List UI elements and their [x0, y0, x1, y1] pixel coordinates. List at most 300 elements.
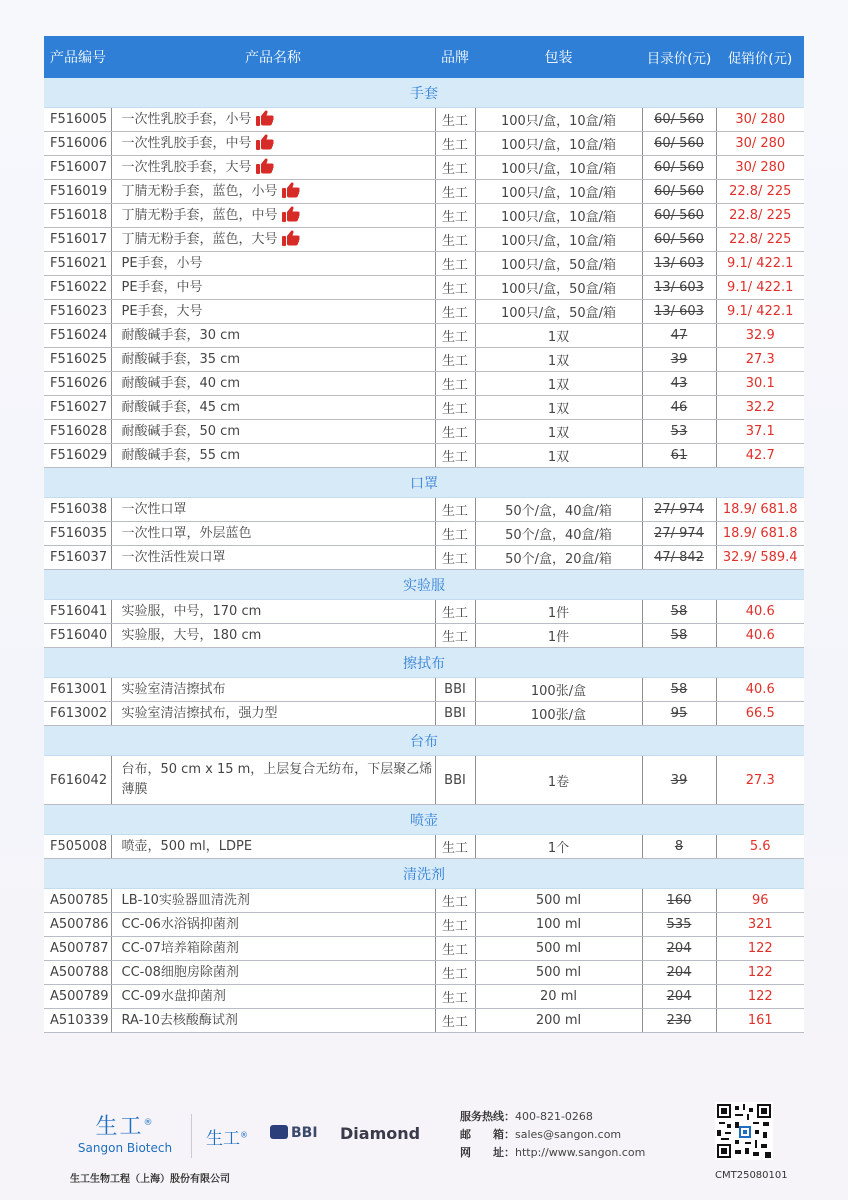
- product-brand: 生工: [441, 426, 468, 441]
- header-brand: 品牌: [435, 36, 475, 78]
- product-name-cell: [111, 396, 435, 420]
- list-price: 47/ 842: [654, 550, 704, 565]
- product-brand-cell: [435, 985, 475, 1009]
- product-code-cell: [44, 252, 111, 276]
- product-brand-cell: [435, 348, 475, 372]
- table-row[interactable]: [44, 961, 804, 985]
- registered-mark-icon: ®: [240, 1130, 248, 1140]
- table-row[interactable]: [44, 985, 804, 1009]
- promo-price-cell: [716, 372, 804, 396]
- thumbs-up-icon: [282, 230, 300, 246]
- product-brand: 生工: [441, 841, 468, 856]
- promo-price: 66.5: [745, 706, 775, 721]
- product-code-cell: [44, 396, 111, 420]
- product-name: CC-06水浴锅抑菌剂: [121, 916, 239, 932]
- list-price: 204: [666, 941, 692, 956]
- table-row[interactable]: [44, 324, 804, 348]
- product-code: F516025: [50, 352, 108, 367]
- web-label: 网 址：: [460, 1146, 515, 1159]
- list-price-cell: [642, 348, 716, 372]
- product-name-cell: [111, 913, 435, 937]
- header-pack: 包装: [475, 36, 642, 78]
- product-pack-cell: [475, 835, 642, 859]
- product-code: F516017: [50, 232, 108, 247]
- list-price-cell: [642, 180, 716, 204]
- product-name: PE手套，大号: [121, 303, 203, 319]
- product-name-cell: [111, 889, 435, 913]
- product-pack: 1件: [547, 606, 570, 621]
- promo-price: 42.7: [745, 448, 775, 463]
- product-pack-cell: [475, 180, 642, 204]
- product-pack-cell: [475, 132, 642, 156]
- promo-price-cell: [716, 889, 804, 913]
- list-price: 27/ 974: [654, 502, 704, 517]
- product-name: LB-10实验器皿清洗剂: [121, 892, 250, 908]
- table-row[interactable]: [44, 889, 804, 913]
- category-row: [44, 78, 804, 108]
- promo-price-cell: [716, 913, 804, 937]
- product-code-cell: [44, 372, 111, 396]
- product-pack: 100只/盒，10盒/箱: [500, 234, 617, 249]
- product-brand-cell: [435, 132, 475, 156]
- product-pack-cell: [475, 985, 642, 1009]
- table-row[interactable]: [44, 498, 804, 522]
- product-pack-cell: [475, 372, 642, 396]
- product-code-cell: [44, 702, 111, 726]
- product-brand: 生工: [441, 186, 468, 201]
- product-name: 一次性乳胶手套，大号: [121, 159, 252, 175]
- product-pack-cell: [475, 756, 642, 805]
- promo-price: 40.6: [745, 682, 775, 697]
- product-brand: 生工: [441, 450, 468, 465]
- promo-price: 30/ 280: [735, 160, 786, 175]
- product-code-cell: [44, 624, 111, 648]
- list-price: 60/ 560: [654, 208, 704, 223]
- promo-price: 37.1: [745, 424, 775, 439]
- promo-price: 122: [747, 989, 773, 1004]
- product-name: 耐酸碱手套，30 cm: [121, 327, 240, 343]
- list-price: 204: [666, 965, 692, 980]
- product-pack-cell: [475, 228, 642, 252]
- list-price: 46: [670, 400, 688, 415]
- promo-price-cell: [716, 835, 804, 859]
- product-code-cell: [44, 420, 111, 444]
- list-price-cell: [642, 678, 716, 702]
- product-pack: 1双: [547, 426, 570, 441]
- footer: [70, 1098, 810, 1164]
- product-brand-cell: [435, 396, 475, 420]
- product-code-cell: [44, 600, 111, 624]
- table-row[interactable]: [44, 300, 804, 324]
- table-header-row: [44, 36, 804, 78]
- product-code: A500788: [50, 965, 109, 980]
- product-brand: 生工: [441, 330, 468, 345]
- table-body: [44, 78, 804, 1033]
- promo-price: 18.9/ 681.8: [722, 502, 798, 517]
- product-pack: 20 ml: [540, 989, 577, 1004]
- product-code: F516019: [50, 184, 108, 199]
- brand-sangon: [206, 1124, 248, 1149]
- product-brand-cell: [435, 835, 475, 859]
- product-code-cell: [44, 498, 111, 522]
- brand-bbi-text: BBI: [291, 1125, 318, 1141]
- product-code-cell: [44, 348, 111, 372]
- product-pack: 1卷: [547, 774, 570, 790]
- promo-price: 22.8/ 225: [729, 232, 792, 247]
- table-row[interactable]: [44, 444, 804, 468]
- promo-price: 18.9/ 681.8: [722, 526, 798, 541]
- product-pack-cell: [475, 498, 642, 522]
- product-code-cell: [44, 913, 111, 937]
- hotline-value[interactable]: 400-821-0268: [515, 1110, 593, 1123]
- list-price-cell: [642, 546, 716, 570]
- list-price-cell: [642, 1009, 716, 1033]
- product-code: F516040: [50, 628, 108, 643]
- product-pack-cell: [475, 252, 642, 276]
- table-row[interactable]: [44, 108, 804, 132]
- product-code: F516029: [50, 448, 108, 463]
- thumbs-up-icon: [282, 206, 300, 222]
- product-code-cell: [44, 132, 111, 156]
- promo-price-cell: [716, 600, 804, 624]
- product-brand: 生工: [441, 943, 468, 958]
- promo-price-cell: [716, 252, 804, 276]
- promo-price: 27.3: [745, 772, 775, 788]
- product-brand-cell: [435, 600, 475, 624]
- registered-mark-icon: ®: [143, 1118, 155, 1128]
- product-name-cell: [111, 835, 435, 859]
- product-pack: 1双: [547, 378, 570, 393]
- list-price: 13/ 603: [654, 304, 704, 319]
- product-pack-cell: [475, 600, 642, 624]
- product-brand-cell: [435, 546, 475, 570]
- product-name: PE手套，小号: [121, 255, 203, 271]
- table-row[interactable]: [44, 276, 804, 300]
- product-name-cell: [111, 276, 435, 300]
- product-name: 实验室清洁擦拭布: [121, 681, 226, 697]
- product-code: F516035: [50, 526, 108, 541]
- product-code-cell: [44, 1009, 111, 1033]
- list-price-cell: [642, 835, 716, 859]
- contact-info: [460, 1108, 645, 1162]
- list-price-cell: [642, 300, 716, 324]
- product-code: F505008: [50, 839, 108, 854]
- promo-price-cell: [716, 756, 804, 805]
- promo-price: 122: [747, 965, 773, 980]
- product-code: F516005: [50, 112, 108, 127]
- list-price-cell: [642, 252, 716, 276]
- product-pack: 1双: [547, 402, 570, 417]
- product-name-cell: [111, 420, 435, 444]
- table-row[interactable]: [44, 132, 804, 156]
- product-code: F616042: [50, 772, 108, 788]
- table-row[interactable]: [44, 937, 804, 961]
- product-brand-cell: [435, 1009, 475, 1033]
- table-row[interactable]: [44, 1009, 804, 1033]
- promo-price-cell: [716, 108, 804, 132]
- product-brand: 生工: [441, 162, 468, 177]
- promo-price: 40.6: [745, 628, 775, 643]
- product-code-cell: [44, 546, 111, 570]
- promo-price: 122: [747, 941, 773, 956]
- product-code: F516018: [50, 208, 108, 223]
- category-title: 手套: [44, 78, 804, 108]
- product-pack: 100只/盒，10盒/箱: [500, 186, 617, 201]
- list-price: 60/ 560: [654, 112, 704, 127]
- product-pack-cell: [475, 276, 642, 300]
- product-code-cell: [44, 522, 111, 546]
- table-row[interactable]: [44, 756, 804, 805]
- thumbs-up-icon: [256, 134, 274, 150]
- product-code: A500789: [50, 989, 109, 1004]
- product-code: F516024: [50, 328, 108, 343]
- product-code: F613001: [50, 682, 108, 697]
- qr-code-icon[interactable]: [715, 1102, 773, 1160]
- list-price: 43: [670, 376, 688, 391]
- list-price-cell: [642, 324, 716, 348]
- product-brand: 生工: [441, 895, 468, 910]
- product-pack-cell: [475, 624, 642, 648]
- product-pack-cell: [475, 702, 642, 726]
- product-name-cell: [111, 937, 435, 961]
- category-row: [44, 648, 804, 678]
- product-pack: 100只/盒，10盒/箱: [500, 162, 617, 177]
- promo-price: 27.3: [745, 352, 775, 367]
- promo-price-cell: [716, 324, 804, 348]
- promo-price: 32.9: [745, 328, 775, 343]
- product-name: 一次性乳胶手套，小号: [121, 111, 252, 127]
- list-price-cell: [642, 204, 716, 228]
- list-price: 58: [670, 604, 688, 619]
- list-price: 60/ 560: [654, 136, 704, 151]
- product-code-cell: [44, 835, 111, 859]
- list-price: 39: [670, 772, 688, 788]
- product-pack: 500 ml: [535, 941, 582, 956]
- table-row[interactable]: [44, 600, 804, 624]
- table-row[interactable]: [44, 624, 804, 648]
- product-brand-cell: [435, 276, 475, 300]
- category-title: 台布: [44, 726, 804, 756]
- product-brand-cell: [435, 420, 475, 444]
- product-pack: 50个/盒，40盒/箱: [505, 504, 612, 519]
- product-code-cell: [44, 937, 111, 961]
- list-price: 60/ 560: [654, 160, 704, 175]
- table-row[interactable]: [44, 835, 804, 859]
- promo-price-cell: [716, 522, 804, 546]
- product-name: 台布，50 cm x 15 m，上层复合无纺布，下层聚乙烯薄膜: [121, 762, 433, 797]
- product-pack-cell: [475, 546, 642, 570]
- product-name-cell: [111, 372, 435, 396]
- product-brand-cell: [435, 624, 475, 648]
- promo-price-cell: [716, 678, 804, 702]
- product-brand: 生工: [441, 258, 468, 273]
- promo-price-cell: [716, 702, 804, 726]
- product-name: 实验室清洁擦拭布，强力型: [121, 705, 278, 721]
- product-pack-cell: [475, 1009, 642, 1033]
- product-name-cell: [111, 522, 435, 546]
- thumbs-up-icon: [282, 182, 300, 198]
- category-title: 喷壶: [44, 805, 804, 835]
- product-pack-cell: [475, 324, 642, 348]
- product-pack-cell: [475, 678, 642, 702]
- table-row[interactable]: [44, 252, 804, 276]
- product-code: F516037: [50, 550, 108, 565]
- product-name: 实验服，中号，170 cm: [121, 603, 262, 619]
- product-code-cell: [44, 204, 111, 228]
- product-code: F516007: [50, 160, 108, 175]
- product-brand-cell: [435, 522, 475, 546]
- table-row[interactable]: [44, 913, 804, 937]
- list-price-cell: [642, 228, 716, 252]
- product-name-cell: [111, 300, 435, 324]
- list-price-cell: [642, 420, 716, 444]
- product-code-cell: [44, 985, 111, 1009]
- product-name-cell: [111, 1009, 435, 1033]
- product-pack: 1件: [547, 630, 570, 645]
- promo-price: 96: [751, 893, 769, 908]
- thumbs-up-icon: [256, 158, 274, 174]
- product-brand: 生工: [441, 630, 468, 645]
- header-code: 产品编号: [44, 36, 111, 78]
- product-pack-cell: [475, 913, 642, 937]
- list-price: 58: [670, 628, 688, 643]
- product-table: [44, 36, 804, 1033]
- list-price-cell: [642, 522, 716, 546]
- list-price-cell: [642, 156, 716, 180]
- product-name-cell: [111, 252, 435, 276]
- product-name: PE手套，中号: [121, 279, 203, 295]
- promo-price: 9.1/ 422.1: [727, 280, 794, 295]
- product-pack: 100只/盒，50盒/箱: [500, 306, 617, 321]
- product-brand: 生工: [441, 114, 468, 129]
- product-name: CC-08细胞房除菌剂: [121, 964, 239, 980]
- product-brand: 生工: [441, 528, 468, 543]
- product-brand-cell: [435, 324, 475, 348]
- promo-price-cell: [716, 546, 804, 570]
- list-price: 39: [670, 352, 688, 367]
- header-promo-price: 促销价(元): [716, 36, 804, 78]
- table-row[interactable]: [44, 546, 804, 570]
- product-brand: BBI: [444, 682, 466, 697]
- list-price: 47: [670, 328, 688, 343]
- product-name: 丁腈无粉手套，蓝色，小号: [121, 183, 278, 199]
- category-row: [44, 726, 804, 756]
- table-row[interactable]: [44, 204, 804, 228]
- list-price: 204: [666, 989, 692, 1004]
- promo-price: 9.1/ 422.1: [727, 256, 794, 271]
- promo-price: 40.6: [745, 604, 775, 619]
- list-price-cell: [642, 372, 716, 396]
- product-name-cell: [111, 180, 435, 204]
- product-name: CC-07培养箱除菌剂: [121, 940, 239, 956]
- header-list-price: 目录价(元): [642, 36, 716, 78]
- product-code-cell: [44, 300, 111, 324]
- product-pack-cell: [475, 961, 642, 985]
- product-name-cell: [111, 756, 435, 805]
- promo-price-cell: [716, 204, 804, 228]
- promo-price-cell: [716, 444, 804, 468]
- table-row[interactable]: [44, 702, 804, 726]
- product-name: 耐酸碱手套，40 cm: [121, 375, 240, 391]
- product-code-cell: [44, 756, 111, 805]
- promo-price-cell: [716, 156, 804, 180]
- table-row[interactable]: [44, 156, 804, 180]
- product-brand: 生工: [441, 919, 468, 934]
- table-row[interactable]: [44, 522, 804, 546]
- product-brand-cell: [435, 300, 475, 324]
- product-pack: 500 ml: [535, 893, 582, 908]
- promo-price: 5.6: [749, 839, 771, 854]
- promo-price-cell: [716, 348, 804, 372]
- product-code-cell: [44, 444, 111, 468]
- table-row[interactable]: [44, 678, 804, 702]
- table-row[interactable]: [44, 420, 804, 444]
- product-pack: 100只/盒，50盒/箱: [500, 282, 617, 297]
- table-row[interactable]: [44, 228, 804, 252]
- product-code: A500785: [50, 893, 109, 908]
- table-row[interactable]: [44, 396, 804, 420]
- product-brand-cell: [435, 108, 475, 132]
- product-name: 一次性乳胶手套，中号: [121, 135, 252, 151]
- product-pack: 100张/盒: [530, 684, 587, 699]
- list-price: 13/ 603: [654, 280, 704, 295]
- list-price-cell: [642, 985, 716, 1009]
- product-name-cell: [111, 348, 435, 372]
- promo-price-cell: [716, 937, 804, 961]
- product-code: A500787: [50, 941, 109, 956]
- table-row[interactable]: [44, 348, 804, 372]
- product-pack-cell: [475, 889, 642, 913]
- product-pack-cell: [475, 444, 642, 468]
- brand-diamond: Diamond: [340, 1124, 421, 1143]
- list-price-cell: [642, 624, 716, 648]
- email-link[interactable]: sales@sangon.com: [515, 1128, 622, 1141]
- list-price-cell: [642, 889, 716, 913]
- thumbs-up-icon: [256, 110, 274, 126]
- product-name-cell: [111, 444, 435, 468]
- product-name: 喷壶，500 ml，LDPE: [121, 838, 253, 854]
- product-pack: 100只/盒，10盒/箱: [500, 138, 617, 153]
- category-title: 擦拭布: [44, 648, 804, 678]
- category-row: [44, 570, 804, 600]
- list-price-cell: [642, 756, 716, 805]
- product-code-cell: [44, 961, 111, 985]
- document-code: CMT25080101: [715, 1170, 788, 1181]
- web-link[interactable]: http://www.sangon.com: [515, 1146, 646, 1159]
- product-brand-cell: [435, 756, 475, 805]
- product-code: A500786: [50, 917, 109, 932]
- product-pack: 200 ml: [535, 1013, 582, 1028]
- table-row[interactable]: [44, 372, 804, 396]
- product-code-cell: [44, 228, 111, 252]
- sangon-logo[interactable]: [70, 1110, 180, 1156]
- product-code: F516026: [50, 376, 108, 391]
- table-row[interactable]: [44, 180, 804, 204]
- promo-price: 30/ 280: [735, 136, 786, 151]
- product-brand-cell: [435, 372, 475, 396]
- category-title: 口罩: [44, 468, 804, 498]
- product-brand: 生工: [441, 354, 468, 369]
- company-name: 生工生物工程（上海）股份有限公司: [70, 1174, 230, 1185]
- hotline-label: 服务热线：: [460, 1110, 515, 1123]
- product-brand: 生工: [441, 402, 468, 417]
- product-brand: 生工: [441, 606, 468, 621]
- product-brand-cell: [435, 204, 475, 228]
- product-code: F516023: [50, 304, 108, 319]
- product-brand: 生工: [441, 552, 468, 567]
- product-code: A510339: [50, 1013, 109, 1028]
- category-title: 清洗剂: [44, 859, 804, 889]
